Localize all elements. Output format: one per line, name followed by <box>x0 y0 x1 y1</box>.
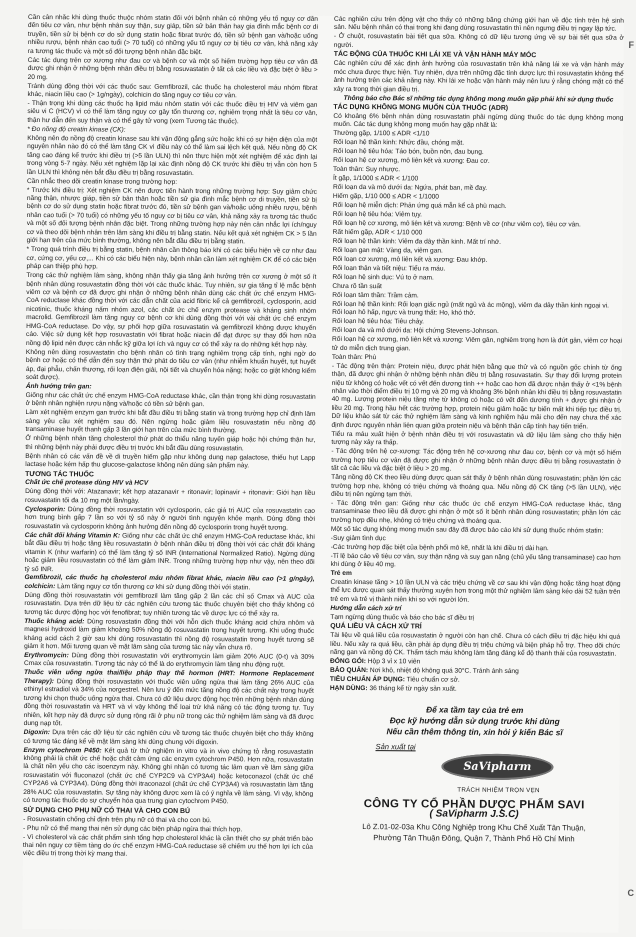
paragraph: Giống như các chất ức chế enzym HMG-CoA reductase khác, cần thận trọng khi dùng rosuvastatin ở bệnh nhân nghiện rượu nặng và/hoặc có tiền sử bệnh gan. <box>25 391 316 409</box>
section-heading: SỬ DỤNG CHO PHỤ NỮ CÓ THAI VÀ CHO CON BÚ <box>23 806 191 815</box>
paragraph: - Rosuvastatin chống chỉ định trên phụ nữ có thai và cho con bú. <box>23 815 212 824</box>
paragraph: Rối loạn hệ cơ xương, mô liên kết và xương: Đau cơ. <box>333 157 490 166</box>
paragraph: Dùng đồng thời rosuvastatin với gemfibrozil làm tăng gấp 2 lần các chỉ số Cmax và AUC của rosuvastatin. Dựa trên dữ liệu từ các nghiên cứu tương tác thuốc chuyên biệt cho thấy không có tương tác dược động học với fenofibrat; tuy nhiên tương tác về dược lực có thể xảy ra. <box>24 591 315 618</box>
paragraph: Một số tác dụng không mong muốn sau đây đã được báo cáo khi sử dụng thuốc nhóm statin: <box>330 525 604 535</box>
paragraph: Rối loạn hệ cơ xương, mô liên kết và xương: Bệnh về cơ (như viêm cơ), tiêu cơ vân. <box>332 219 581 229</box>
subheading: Ảnh hưởng trên gan: <box>25 382 92 391</box>
spec-label: TIÊU CHUẨN ÁP DỤNG: <box>329 675 405 684</box>
spec-label: ĐÓNG GÓI: <box>330 657 366 666</box>
paragraph: - Phụ nữ có thể mang thai nên sử dụng các biện pháp ngừa thai thích hợp. <box>23 824 243 833</box>
paragraph: Các tác dụng trên cơ xương như đau cơ và bệnh cơ và một số hiếm trường hợp tiêu cơ vân đã được ghi nhận ở những bệnh nhân điều trị bằng rosuvastatin ở tất cả các liều và đặc biệt ở liều > 20 mg. <box>27 56 318 81</box>
paragraph: Rối loạn hệ tiêu hóa: Viêm tụy. <box>332 210 423 219</box>
paragraph: -Các trường hợp đặc biệt của bệnh phổi mô kẽ, nhất là khi điều trị dài hạn. <box>330 543 549 552</box>
paragraph: Làm xét nghiệm enzym gan trước khi bắt đầu điều trị bằng statin và trong trường hợp chỉ định lâm sàng yêu cầu xét nghiệm sau đó. Nên ngừng hoặc giảm liều rosuvastatin nếu nồng độ transaminase huyết thanh gấp 3 lần giới hạn trên của mức bình thường. <box>25 409 316 435</box>
subheading: Chất ức chế protease dùng HIV và HCV <box>25 479 149 488</box>
paragraph: Bệnh nhân có các vấn đề về di truyền hiếm gặp như không dung nạp galactose, thiếu hụt Lapp lactase hoặc kém hấp thu glucose-galactose không nên dùng sản phẩm này. <box>25 452 316 470</box>
company-address <box>329 822 619 844</box>
paragraph: Không nên dùng rosuvastatin cho bệnh nhân có tình trạng nghiêm trọng cấp tính, nghi ngờ do bệnh cơ hoặc có thể dẫn đến suy thận thứ phát do tiêu cơ vân (như nhiễm khuẩn huyết, tụt huyết áp, đại phẫu, chấn thương, rối loạn điện giải, nội tiết và chuyển hóa nặng; hoặc co giật không kiểm soát được). <box>25 348 316 382</box>
paragraph-body: Kết quả từ thử nghiệm in vitro và in vivo chứng tỏ rằng rosuvastatin không phải là chất ức chế hoặc chất cảm ứng các enzym cytochrom P450. Hơn nữa, rosuvastatin là chất nền yếu cho các isoenzym này. Không ghi nhận có tương tác lâm quan về lâm sàng giữa rosuvastatin với fluconazol (chất ức chế CYP2C9 và CYP3A4) hoặc ketoconazol (chất ức chế CYP2A6 và CYP3A4). Dùng đồng thời itraconazol (chất ức chế CYP3A4) và rosuvastatin làm tăng 28% AUC của rosuvastatin. Sự tăng này không được xem là có ý nghĩa về lâm sàng. Vì vậy, không có tương tác thuốc do sự chuyển hóa qua trung gian cytochrom P450. <box>23 746 314 806</box>
paragraph: Rối loạn hệ cơ xương, mô liên kết và xương: Viêm gân, nghiêm trọng hơn là đứt gân, viêm cơ hoại tử do miễn dịch trung gian. <box>331 336 623 353</box>
section-heading: QUÁ LIỀU VÀ CÁCH XỬ TRÍ <box>330 623 422 631</box>
paragraph-lead: Cyclosporin: <box>24 505 66 514</box>
manufactured-at-label: Sản xuất tại <box>375 741 416 752</box>
subheading: Hướng dẫn cách xử trí <box>330 604 402 613</box>
paragraph-lead: Erythromycin: <box>24 652 69 660</box>
paragraph-lead: Digoxin: <box>23 729 51 737</box>
paragraph: Ít gặp, 1/1000 ≤ ADR < 1/100 <box>332 175 419 183</box>
section-heading: TÁC ĐỘNG CỦA THUỐC KHI LÁI XE VÀ VẬN HÀNH MÁY MÓC <box>333 51 537 60</box>
paragraph: Không nên đo nồng độ creatin kinase sau khi vận động gắng sức hoặc khi có sự hiện diện của một nguyên nhân nào đó có thể làm tăng CK vì điều này có thể làm sai lệch kết quả. Nếu nồng độ CK tăng cao đáng kể trước khi điều trị (>5 lần ULN) thì nên thực hiện một xét nghiệm để xác định lại trong vòng 5-7 ngày. Nếu xét nghiệm lặp lại xác định nồng độ CK trước khi điều trị vẫn còn hơn 5 lần ULN thì không nên bắt đầu điều trị bằng rosuvastatin. <box>27 134 318 177</box>
paragraph-body: Làm tăng nguy cơ tổn thương cơ khi sử dụng đồng thời với statin. <box>55 583 251 592</box>
leaflet-page <box>22 14 624 933</box>
paragraph: - Tác động trên gan: Giống như các thuốc ức chế enzym HMG-CoA reductase khác, tăng transaminase theo liều đã được ghi nhận ở một số ít bệnh nhân dùng rosuvastatin; phần lớn các trường hợp đều nhẹ, không có triệu chứng và thoáng qua. <box>330 499 622 525</box>
paragraph: - Tác động trên thận: Protein niệu, được phát hiện bằng que thử và có nguồn gốc chính từ ống thận, đã được ghi nhận ở những bệnh nhân điều trị bằng rosuvastatin. Sự thay đổi lượng protein niệu từ không có hoặc vết có vết đến dương tính ++ hoặc cao hơn đã được nhận thấy ở <1% bệnh nhân vào thời điểm điều trị 10 mg và 20 mg và khoảng 3% bệnh nhân khi điều trị bằng rosuvastatin 40 mg. Lượng protein niệu tăng nhẹ từ không có hoặc có vết đến dương tính + được ghi nhận ở liều 20 mg. Trong hầu hết các trường hợp, protein niệu giảm hoặc tự biến mất khi tiếp tục điều trị. Dữ liệu khảo sát từ các thử nghiệm lâm sàng và kinh nghiệm hậu mãi cho đến nay chưa thể xác định được nguyên nhân liên quan giữa protein niệu và bệnh thận cấp tính hay tiến triển. <box>331 362 622 431</box>
paragraph: -Tỉ lệ báo cáo về tiêu cơ vân, suy thận nặng và suy gan nặng (chủ yếu tăng transaminase) cao hơn khi dùng ở liều 40 mg. <box>330 552 621 569</box>
paragraph-body: Dùng đồng thời rosuvastatin với thuốc viên uống ngừa thai làm tăng 26% AUC của ethinyl estradiol và 34% của norgestrel. Nên lưu ý đến mức tăng nồng độ các chất này trong huyết tương khi chọn thuốc uống ngừa thai. Chưa có dữ liệu dược động học trên những bệnh nhân dùng đồng thời rosuvastatin và HRT và vì vậy không thể loại trừ khả năng có tác động tương tự. Tuy nhiên, kết hợp này đã được sử dụng rộng rãi ở phụ nữ trong các thử nghiệm lâm sàng và đã được dung nạp tốt. <box>23 678 314 728</box>
spec-value: Tiêu chuẩn cơ sở. <box>404 676 460 684</box>
paragraph: * Trước khi điều trị: Xét nghiệm CK nên được tiến hành trong những trường hợp: Suy giảm chức năng thận, nhược giáp, tiền sử bản thân hoặc tiền sử gia đình mắc bệnh cơ di truyền, tiền sử bị bệnh cơ do sử dụng statin hoặc fibrat trước đó, tiền sử bệnh gan và/hoặc uống nhiều rượu, bệnh nhân cao tuổi (> 70 tuổi) có những yếu tố nguy cơ bị tiêu cơ vân, khả năng xảy ra tương tác thuốc và một số đối tượng bệnh nhân đặc biệt. Trong những trường hợp này nên cân nhắc lợi ích/nguy cơ và theo dõi bệnh nhân trên lâm sàng khi điều trị bằng statin. Nếu kết quả xét nghiệm CK > 5 lần giới hạn trên của mức bình thường, không nên bắt đầu điều trị bằng statin. <box>26 186 317 246</box>
address-line-1: Lô Z.01-02-03a Khu Công Nghiệp trong Khu Chế Xuất Tân Thuận, <box>362 822 586 833</box>
company-short-name: ( SaVipharm J.S.C) <box>429 808 519 821</box>
paragraph-lead: Thuốc kháng acid: <box>24 617 85 626</box>
paragraph: Rối loạn hô hấp, ngực và trung thất: Ho, khó thở. <box>332 309 476 318</box>
paragraph <box>24 618 314 654</box>
paragraph: Rối loạn cơ xương, mô liên kết và xương: Đau khớp. <box>332 255 488 264</box>
paragraph: Các nghiên cứu trên động vật cho thấy có những bằng chứng giới hạn về độc tính trên hệ sinh sản. Nếu bệnh nhân có thai trong khi đang dùng rosuvastatin thì nên ngưng điều trị ngay lập tức. <box>333 15 624 34</box>
paragraph: - Vì cholesterol và các chất phẩm sinh tổng hợp cholesterol khác là cần thiết cho sự phát triển bào thai nên nguy cơ tiềm tàng do ức chế enzym HMG-CoA reductase sẽ chiếm ưu thế hơn lợi ích của việc điều trị trong thời kỳ mang thai. <box>22 833 313 859</box>
paragraph: Toàn thân: Phù <box>331 353 377 361</box>
subheading: * Đo nồng độ creatin kinase (CK): <box>27 125 126 134</box>
warning-read-instructions: Đọc kỹ hướng dẫn sử dụng trước khi dùng <box>389 715 560 727</box>
warning-ask-doctor: Nếu cần thêm thông tin, xin hỏi ý kiến Bác sĩ <box>386 726 563 738</box>
paragraph: Rối loạn hệ miễn dịch: Phản ứng quá mẫn kể cả phù mạch. <box>332 201 507 210</box>
paragraph: Tiểu ra máu xuất hiện ở bệnh nhân điều trị với rosuvastatin và dữ liệu lâm sàng cho thấy hiện tượng này xảy ra thấp. <box>331 430 622 447</box>
paragraph: - Tác động trên hệ cơ-xương: Tác động trên hệ cơ-xương như đau cơ, bệnh cơ và một số hiếm trường hợp tiêu cơ vân đã được ghi nhận ở những bệnh nhân được điều trị bằng rosuvastatin ở tất cả các liều và đặc biệt ở liều > 20 mg. <box>331 448 622 473</box>
paragraph: Tài liệu về quá liều của rosuvastatin ở người còn hạn chế. Chưa có cách điều trị đặc hiệu khi quá liều. Nếu xảy ra quá liều, cần phải áp dụng điều trị triệu chứng và biện pháp hỗ trợ. Theo dõi chức năng gan và nồng độ CK. Thẩm tách máu không làm tăng đáng kể độ thanh thải của rosuvastatin. <box>330 632 621 658</box>
paragraph <box>24 729 314 748</box>
paragraph: Rất hiếm gặp, ADR < 1/10 000 <box>332 228 423 237</box>
paragraph: Rối loạn hệ thần kinh: Viêm đa dây thần kinh. Mất trí nhớ. <box>332 237 502 246</box>
logo-text: SaVipharm <box>463 759 532 773</box>
paragraph: Hiếm gặp, 1/10 000 ≤ ADR < 1/1000 <box>332 192 439 201</box>
edge-mark-bottom: C <box>627 888 634 898</box>
notice: Thông báo cho Bác sĩ những tác dụng không mong muốn gặp phải khi sử dụng thuốc <box>343 94 614 104</box>
savipharm-logo <box>441 754 561 789</box>
paragraph-body: Giống như các chất ức chế enzym HMG-CoA reductase khác, khi bắt đầu điều trị hoặc tăng liều rosuvastatin ở bệnh nhân điều trị đồng thời với các chất đối kháng vitamin K (như warfarin) có thể làm tăng tỷ số INR (International Normalized Ratio). Ngừng dùng hoặc giảm liều rosuvastatin có thể làm giảm INR. Trong những trường hợp như vậy, nên theo dõi tỷ số INR. <box>24 532 315 573</box>
paragraph: * Trong quá trình điều trị bằng statin, bệnh nhân cần thông báo khi có các biểu hiện về cơ như đau cơ, cứng cơ, yếu cơ,... Khi có các biểu hiện này, bệnh nhân cần làm xét nghiệm CK để có các biện pháp can thiệp phù hợp. <box>26 246 317 271</box>
paragraph-body: Dùng đồng thời rosuvastatin với erythromycin làm giảm 20% AUC (0-t) và 30% Cmax của rosuvastatin. Tương tác này có thể là do erythromycin làm tăng nhu động ruột. <box>24 652 315 670</box>
edge-mark-top: F <box>628 40 634 50</box>
paragraph: Rối loạn hệ thần kinh: Rối loạn giấc ngủ (mất ngủ và ác mộng), viêm đa dây thần kinh ngoại vi. <box>332 300 610 310</box>
paragraph: Tăng nồng độ CK theo liều dùng được quan sát thấy ở bệnh nhân dùng rosuvastatin; phần lớn các trường hợp nhẹ, không có triệu chứng và thoáng qua. Nếu nồng độ CK tăng (>5 lần ULN), việc điều trị nên ngừng tạm thời. <box>331 473 622 499</box>
paragraph: Rối loạn gan mật: Vàng da, viêm gan. <box>332 246 443 255</box>
paragraph-body: Dùng rosuvastatin đồng thời với hỗn dịch thuốc kháng acid chứa nhôm và magnesi hydroxid làm giảm khoảng 50% nồng độ rosuvastatin trong huyết tương. Khi uống thuốc kháng acid cách 2 giờ sau khi dùng rosuvastatin thì nồng độ rosuvastatin trong huyết tương sẽ giảm ít hơn. Mối tương quan về mặt lâm sàng của tương tác này vẫn chưa rõ. <box>24 618 315 652</box>
paragraph-lead: Thuốc viên uống ngừa thai/liệu pháp thay thế hormon (HRT: Hormone Replacement Therapy): <box>23 669 314 686</box>
paragraph: - Ở chuột, rosuvastatin bài tiết qua sữa. Không có dữ liệu tương ứng về sự bài tiết qua sữa ở người. <box>333 33 624 49</box>
paragraph: Tạm ngừng dùng thuốc và báo cho bác sĩ điều trị <box>330 613 475 622</box>
spec-value: Nơi khô, nhiệt độ không quá 30°C. Tránh ánh sáng <box>368 667 519 676</box>
paragraph-body: Dựa trên các dữ liệu từ các nghiên cứu về tương tác thuốc chuyên biệt cho thấy không có tương tác đáng kể về mặt lâm sàng khi dùng chung với digoxin. <box>23 729 314 746</box>
spec-label: HẠN DÙNG: <box>329 684 368 693</box>
paragraph-lead: Gemfibrozil, các thuốc hạ cholesterol máu nhóm fibrat khác, niacin liều cao (>1 g/ngày), colchicin: <box>24 574 315 591</box>
spec-label: BẢO QUẢN: <box>329 666 369 675</box>
paragraph: Rối loạn hệ tiêu hóa: Táo bón, buồn nôn, đau bụng. <box>333 148 484 157</box>
paragraph-lead: Các chất đối kháng Vitamin K: <box>24 531 121 540</box>
warning-keep-away: Để xa tầm tay của trẻ em <box>426 704 524 715</box>
paragraph: Creatin kinase tăng > 10 lần ULN và các triệu chứng về cơ sau khi vận động hoặc tăng hoạt động thể lực được quan sát thấy thường xuyên hơn trong một thử nghiệm lâm sàng kéo dài 52 tuần trên trẻ em và trẻ vị thành niên khi so với người lớn. <box>330 578 621 604</box>
paragraph: Chưa rõ tần suất <box>332 282 382 290</box>
paragraph: Trong các thử nghiệm lâm sàng, không nhận thấy gia tăng ảnh hưởng trên cơ xương ở một số ít bệnh nhân dùng rosuvastatin đồng thời với các thuốc khác. Tuy nhiên, sự gia tăng tỉ lệ mắc bệnh viêm cơ và bệnh cơ đã được ghi nhận ở những bệnh nhân dùng các chất ức chế enzym HMG-CoA reductase khác đồng thời với các dẫn chất của acid fibric kể cả gemfibrozil, cyclosporin, acid nicotinic, thuốc kháng nấm nhóm azol, các chất ức chế enzym protease và kháng sinh nhóm macrolid. Gemfibrozil làm tăng nguy cơ bệnh cơ khi dùng đồng thời với vài chất ức chế enzym HMG-CoA reductase. Do vậy, sự phối hợp giữa rosuvastatin và gemfibrozil không được khuyến cáo. Việc sử dụng kết hợp rosuvastatin với fibrat hoặc niacin để đạt được sự thay đổi hơn nữa nồng độ lipid nên được cân nhắc kỹ giữa lợi ích và nguy cơ có thể xảy ra do những kết hợp này. <box>25 272 317 349</box>
paragraph <box>25 532 315 576</box>
address-line-2: Phường Tân Thuận Đông, Quận 7, Thành Phố Hồ Chí Minh <box>373 832 575 844</box>
paragraph <box>24 574 314 593</box>
paragraph: -Suy giảm tình dục <box>330 534 386 542</box>
paragraph: Rối loạn thận và tiết niệu: Tiểu ra máu. <box>332 264 446 273</box>
paragraph: Rối loạn hệ thần kinh: Nhức đầu, chóng mặt. <box>333 139 465 148</box>
paragraph: Rối loạn hệ sinh dục: Vú to ở nam. <box>332 273 434 282</box>
paragraph: Toàn thân: Suy nhược. <box>333 166 401 174</box>
paragraph <box>25 506 315 533</box>
paragraph: Rối loạn da và mô dưới da: Ngứa, phát ban, mề đay. <box>332 183 488 192</box>
paragraph: Dùng đồng thời với: Atazanavir; kết hợp atazanavir + ritonavir; lopinavir + ritonavir: Giới hạn liều rosuvastatin tối đa 10 mg một lần/ngày. <box>25 488 316 505</box>
paragraph: - Thận trọng khi dùng các thuốc hạ lipid máu nhóm statin với các thuốc điều trị HIV và viêm gan siêu vi C (HCV) vì có thể làm tăng nguy cơ gây tổn thương cơ, nghiêm trọng nhất là tiêu cơ vân, thận hư dẫn đến suy thận và có thể gây tử vong (xem Tương tác thuốc). <box>27 100 318 126</box>
spec-value: 36 tháng kể từ ngày sản xuất. <box>367 685 457 693</box>
subheading: Trẻ em <box>330 569 352 578</box>
paragraph: Có khoảng 6% bệnh nhân dùng rosuvastatin phải ngừng dùng thuốc do tác dụng không mong muốn. Các tác dụng không mong muốn hay gặp nhất là: <box>333 112 624 130</box>
company-name: CÔNG TY CỔ PHẦN DƯỢC PHẨM SAVI <box>363 797 585 811</box>
paragraph: Tránh dùng đồng thời với các thuốc sau: Gemfibrozil, các thuốc hạ cholesterol máu nhóm fibrat khác, niacin liều cao (> 1g/ngày), colchicin do tăng nguy cơ tiêu cơ vân. <box>27 82 318 100</box>
company-tagline: TRÁCH NHIỆM TRỌN VẸN <box>457 786 540 795</box>
paragraph: Rối loạn da và mô dưới da: Hội chứng Stevens-Johnson. <box>332 327 499 336</box>
paragraph <box>23 747 313 808</box>
paragraph <box>24 652 314 671</box>
right-column <box>328 16 624 923</box>
paragraph <box>24 669 314 730</box>
section-heading: TÁC DỤNG KHÔNG MONG MUỐN CỦA THUỐC (ADR) <box>333 103 509 112</box>
paragraph: Thường gặp, 1/100 ≤ ADR <1/10 <box>333 130 430 138</box>
paragraph-lead: Enzym cytochrom P450: <box>23 746 102 754</box>
paragraph: Ở những bệnh nhân tăng cholesterol thứ phát do thiểu năng tuyến giáp hoặc hội chứng thận hư, thì những bệnh này phải được điều trị trước khi bắt đầu dùng rosuvastatin. <box>25 435 316 452</box>
section-heading: TƯƠNG TÁC THUỐC <box>25 470 94 478</box>
product-specs <box>330 658 620 695</box>
right-column-text <box>330 16 624 659</box>
left-column <box>22 14 318 921</box>
paragraph: Các nghiên cứu để xác định ảnh hưởng của rosuvastatin trên khả năng lái xe và vận hành máy móc chưa được thực hiện. Tuy nhiên, dựa trên những đặc tính dược lực thì rosuvastatin không thể ảnh hưởng trên các khả năng này. Khi lái xe hoặc vận hành máy nên lưu ý rằng chóng mặt có thể xảy ra trong thời gian điều trị. <box>333 60 624 94</box>
paragraph: Rối loạn hệ tiêu hóa: Tiêu chảy. <box>332 318 425 326</box>
paragraph-body: Dùng đồng thời rosuvastatin với cyclosporin, các giá trị AUC của rosuvastatin cao hơn trung bình gấp 7 lần so với tỷ số này ở người tình nguyện khỏe mạnh. Dùng đồng thời rosuvastatin và cyclosporin không ảnh hưởng đến nồng độ cyclosporin trong huyết tương. <box>24 506 315 532</box>
spec-value: Hộp 3 vỉ x 10 viên <box>365 658 421 666</box>
paragraph: Rối loạn tâm thần: Trầm cảm. <box>332 291 419 299</box>
paragraph: Cần nhắc theo dõi creatin kinase trong trường hợp: <box>26 177 178 186</box>
paragraph: Cần cân nhắc khi dùng thuốc thuộc nhóm statin đối với bệnh nhân có những yếu tố nguy cơ dẫn đến tiêu cơ vân, như bệnh nhân suy thận, suy giáp, tiền sử bản thân hay gia đình mắc bệnh cơ di truyền, tiền sử bị bệnh cơ do sử dụng statin hoặc fibrat trước đó, tiền sử bệnh gan và/hoặc uống nhiều rượu, bệnh nhân cao tuổi (> 70 tuổi) có những yếu tố nguy cơ bị tiêu cơ vân, khả năng xảy ra tương tác thuốc và một số đối tượng bệnh nhân đặc biệt. <box>27 14 318 56</box>
